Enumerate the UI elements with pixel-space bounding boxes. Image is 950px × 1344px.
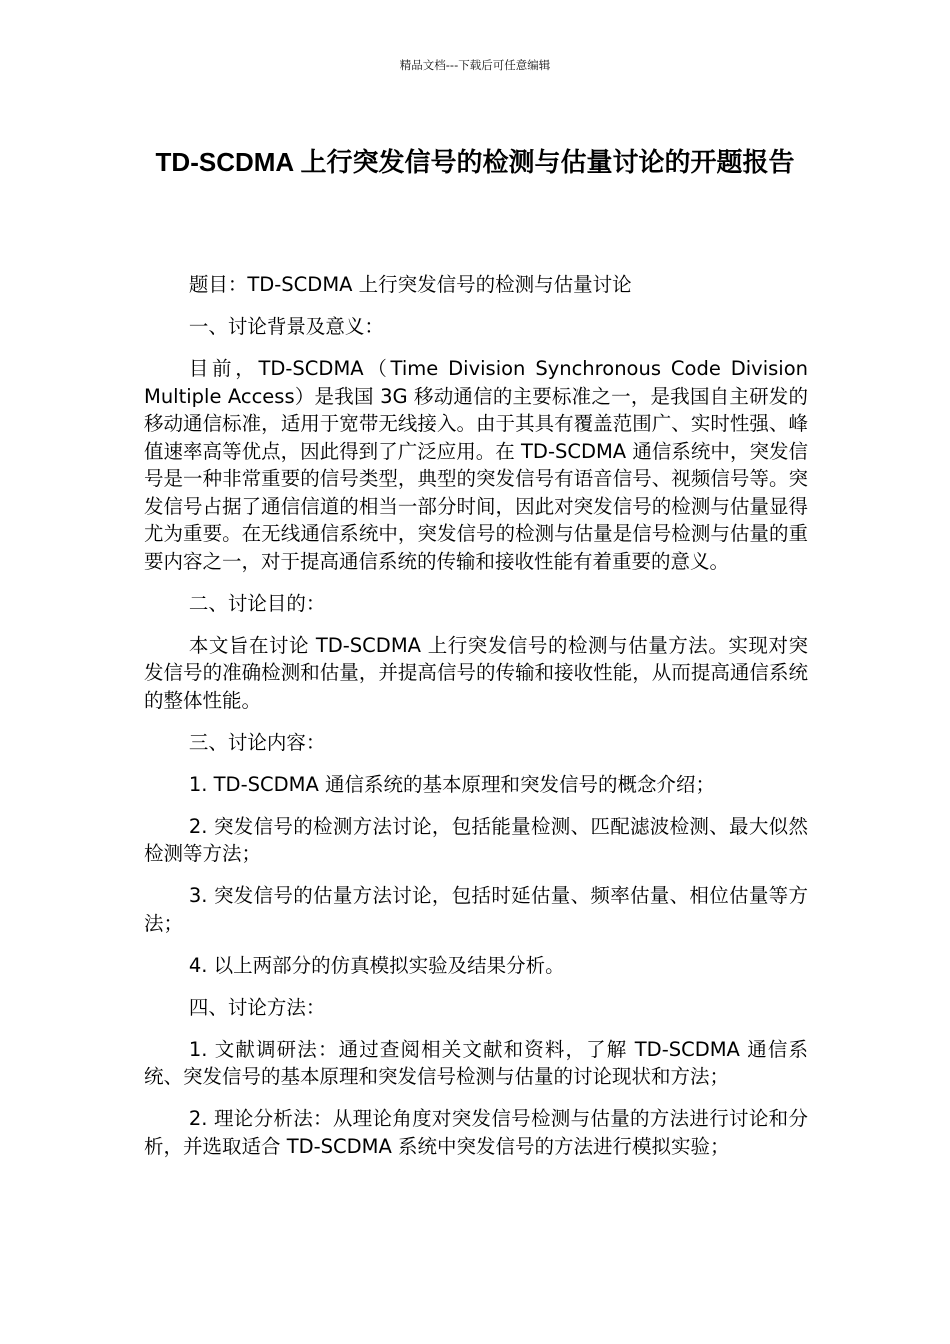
document-body	[144, 271, 808, 1175]
page-header-note: 精品文档---下载后可任意编辑	[399, 58, 551, 72]
paragraph-background: 目前，TD-SCDMA（Time Division Synchronous Code Division Multiple Access）是我国 3G 移动通信的主要标准之一，是我国自主研发的移动通信标准，适用于宽带无线接入。由于其具有覆盖范围广、实时性强、峰值速率高等优点，因此得到了广泛应用。在 TD-SCDMA 通信系统中，突发信号是一种非常重要的信号类型，典型的突发信号有语音信号、视频信号等。突发信号占据了通信信道的相当一部分时间，因此对突发信号的检测与估量显得尤为重要。在无线通信系统中，突发信号的检测与估量是信号检测与估量的重要内容之一，对于提高通信系统的传输和接收性能有着重要的意义。	[144, 357, 808, 573]
paragraph-purpose: 本文旨在讨论 TD-SCDMA 上行突发信号的检测与估量方法。实现对突发信号的准确检测和估量，并提高信号的传输和接收性能，从而提高通信系统的整体性能。	[144, 633, 808, 712]
content-item-2: 2. 突发信号的检测方法讨论，包括能量检测、匹配滤波检测、最大似然检测等方法；	[144, 814, 808, 865]
content-item-3: 3. 突发信号的估量方法讨论，包括时延估量、频率估量、相位估量等方法；	[144, 884, 808, 935]
heading-method: 四、讨论方法：	[188, 995, 326, 1019]
method-item-2: 2. 理论分析法：从理论角度对突发信号检测与估量的方法进行讨论和分析，并选取适合 TD-SCDMA 系统中突发信号的方法进行模拟实验；	[144, 1107, 808, 1158]
document-title: TD-SCDMA 上行突发信号的检测与估量讨论的开题报告	[155, 147, 795, 177]
heading-purpose: 二、讨论目的：	[188, 591, 326, 615]
method-item-1: 1. 文献调研法：通过查阅相关文献和资料，了解 TD-SCDMA 通信系统、突发信号的基本原理和突发信号检测与估量的讨论现状和方法；	[144, 1037, 808, 1088]
heading-background: 一、讨论背景及意义：	[188, 315, 384, 338]
content-item-4: 4. 以上两部分的仿真模拟实验及结果分析。	[188, 953, 565, 977]
heading-content: 三、讨论内容：	[188, 730, 326, 754]
content-item-1: 1. TD-SCDMA 通信系统的基本原理和突发信号的概念介绍；	[188, 772, 715, 796]
paragraph-topic: 题目：TD-SCDMA 上行突发信号的检测与估量讨论	[188, 273, 632, 296]
